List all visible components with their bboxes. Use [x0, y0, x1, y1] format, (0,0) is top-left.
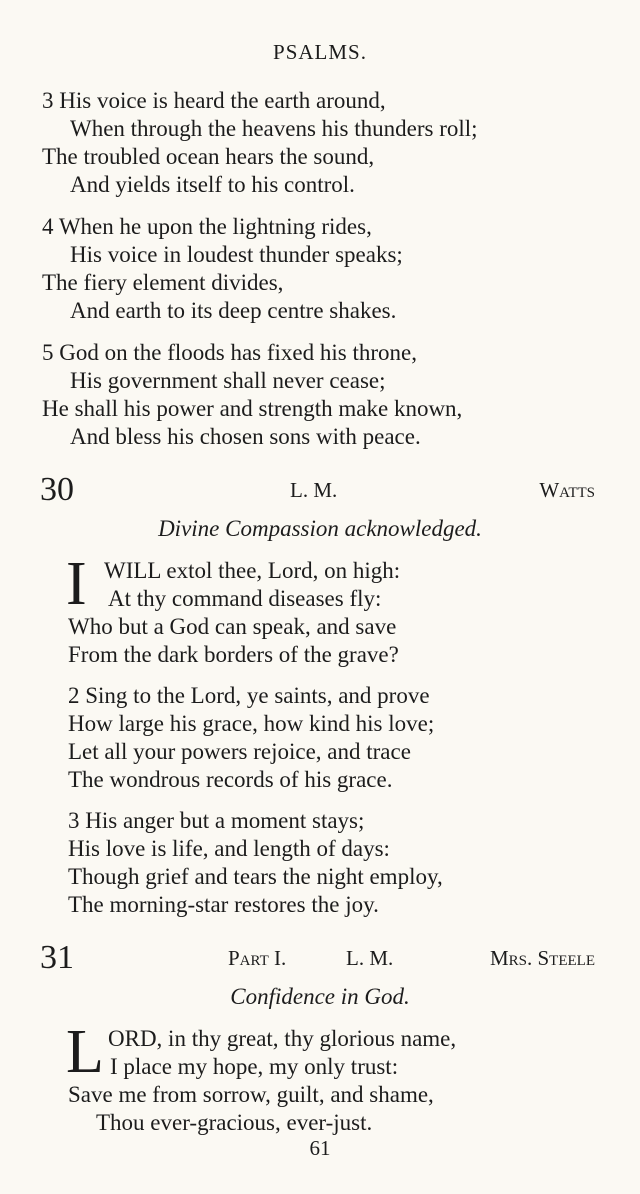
verse-line: His voice in loudest thunder speaks;: [70, 242, 403, 267]
verse-line: 5 God on the floods has fixed his throne,: [42, 340, 417, 365]
verse-line: Let all your powers rejoice, and trace: [68, 739, 411, 764]
verse-line: Thou ever-gracious, ever-just.: [96, 1110, 373, 1135]
hymn-part: Part I.: [228, 946, 287, 970]
hymn-author: Mrs. Steele: [489, 946, 595, 970]
verse-line: At thy command diseases fly:: [108, 586, 382, 611]
verse-line: From the dark borders of the grave?: [68, 642, 399, 667]
verse-line: ORD, in thy great, thy glorious name,: [108, 1026, 457, 1051]
verse-line: I place my hope, my only trust:: [110, 1054, 399, 1079]
verse-line: And bless his chosen sons with peace.: [70, 424, 421, 449]
drop-cap: I: [66, 550, 87, 618]
hymn-title: Confidence in God.: [230, 984, 410, 1009]
hymn-30-header: [40, 470, 595, 510]
verse-line: Who but a God can speak, and save: [68, 614, 397, 639]
drop-cap: L: [66, 1018, 104, 1086]
verse-line: And earth to its deep centre shakes.: [70, 298, 397, 323]
verse-line: 3 His voice is heard the earth around,: [42, 88, 386, 113]
running-head: PSALMS.: [273, 40, 367, 64]
hymn-number: 31: [40, 939, 74, 976]
verse-line: 3 His anger but a moment stays;: [68, 808, 365, 833]
hymn-title: Divine Compassion acknowledged.: [158, 516, 482, 541]
verse-line: The fiery element divides,: [42, 270, 284, 295]
verse-line: And yields itself to his control.: [70, 172, 355, 197]
hymn-number: 30: [40, 471, 74, 508]
hymn-meter: L. M.: [346, 946, 394, 970]
hymn-meter: L. M.: [290, 478, 338, 502]
verse-line: 4 When he upon the lightning rides,: [42, 214, 372, 239]
verse-line: 2 Sing to the Lord, ye saints, and prove: [68, 683, 430, 708]
verse-line: Save me from sorrow, guilt, and shame,: [68, 1082, 434, 1107]
verse-line: The troubled ocean hears the sound,: [42, 144, 375, 169]
verse-line: He shall his power and strength make known,: [42, 396, 463, 421]
verse-line: The morning-star restores the joy.: [68, 892, 379, 917]
verse-line: WILL extol thee, Lord, on high:: [104, 558, 401, 583]
verse-line: How large his grace, how kind his love;: [68, 711, 435, 736]
page-number: 61: [309, 1136, 331, 1160]
verse-line: His love is life, and length of days:: [68, 836, 390, 861]
verse-line: The wondrous records of his grace.: [68, 767, 393, 792]
hymn-author: Watts: [539, 478, 595, 502]
hymn-31-header: [40, 938, 595, 978]
verse-line: His government shall never cease;: [70, 368, 386, 393]
verse-line: Though grief and tears the night employ,: [68, 864, 443, 889]
verse-line: When through the heavens his thunders roll;: [70, 116, 478, 141]
